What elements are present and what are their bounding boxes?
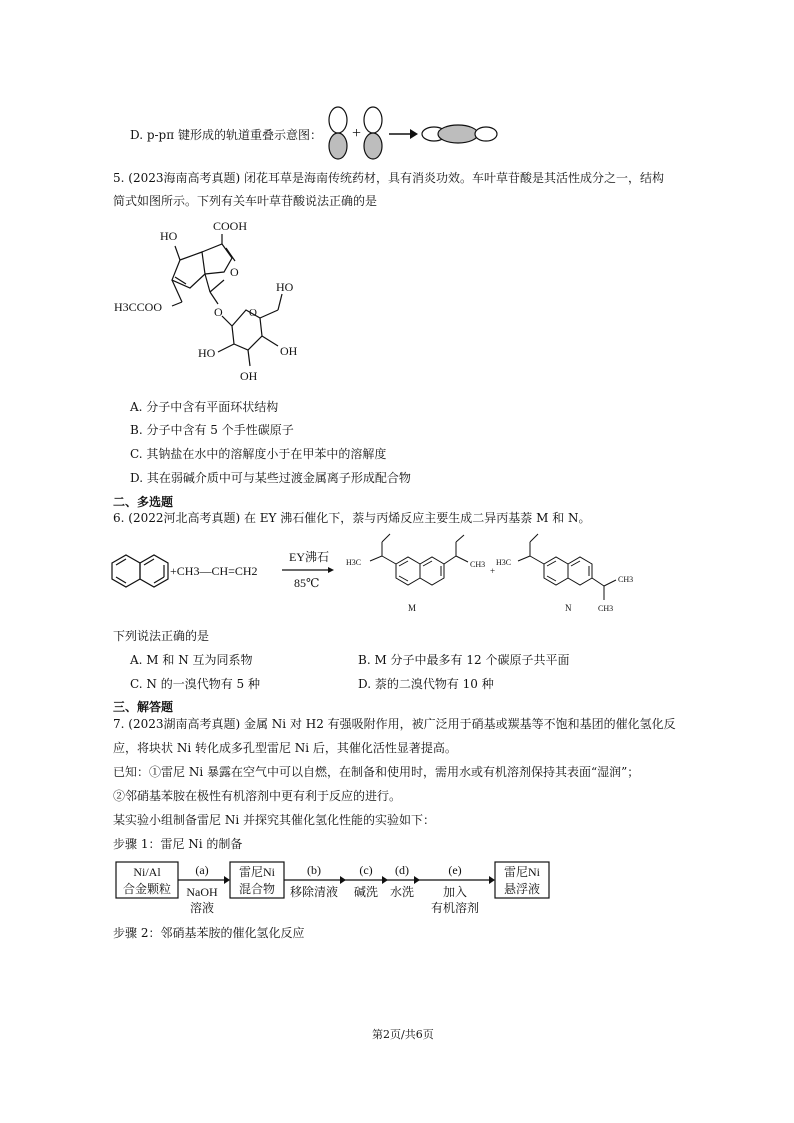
step-d-label: (d) [395, 863, 409, 877]
q5-option-c: C. 其钠盐在水中的溶解度小于在甲苯中的溶解度 [130, 447, 387, 461]
propene-label: +CH3—CH=CH2 [170, 564, 258, 578]
ring-oxygen-label: O [230, 265, 239, 279]
q5-option-d: D. 其在弱碱介质中可与某些过渡金属离子形成配合物 [130, 471, 411, 485]
p-orbital-overlap-diagram [318, 106, 498, 162]
step-b-operation: 移除清液 [289, 885, 339, 899]
box3-line1: 雷尼Ni [503, 865, 541, 879]
step-c-label: (c) [359, 863, 373, 877]
q7-stem-line1: 7. (2023湖南高考真题) 金属 Ni 对 H2 有强吸附作用，被广泛用于硝基或羰基等不饱和基团的催化氢化反 [113, 717, 676, 731]
oh-bottom-label: OH [240, 369, 258, 383]
step-a-reagent-1: NaOH [186, 885, 218, 899]
q6-option-b: B. M 分子中最多有 12 个碳原子共平面 [358, 653, 570, 667]
plus-sign-products: + [490, 566, 496, 576]
q5-stem-line1: 5. (2023海南高考真题) 闭花耳草是海南传统药材，具有消炎功效。车叶草苷酸是其活性成分之一，结构 [113, 171, 664, 185]
q5-option-b: B. 分子中含有 5 个手性碳原子 [130, 423, 294, 437]
q4-option-d: D. p-pπ 键形成的轨道重叠示意图： [130, 128, 322, 142]
q6-option-a: A. M 和 N 互为同系物 [130, 653, 253, 667]
q7-known-2: ②邻硝基苯胺在极性有机溶剂中更有利于反应的进行。 [113, 789, 402, 803]
ho-top-label: HO [160, 229, 178, 243]
step-a-reagent-2: 溶液 [189, 901, 215, 915]
product-n-structure [518, 534, 616, 600]
q6-option-d: D. 萘的二溴代物有 10 种 [358, 677, 494, 691]
temperature-label: 85℃ [294, 576, 320, 590]
raney-ni-preparation-flowchart [112, 856, 562, 918]
oh-right-label: OH [280, 344, 298, 358]
step-d-operation: 水洗 [389, 885, 415, 899]
q6-reaction-scheme [108, 528, 638, 618]
box2-line1: 雷尼Ni [238, 865, 276, 879]
q5-option-a: A. 分子中含有平面环状结构 [130, 400, 279, 414]
product-m-label: M [408, 603, 417, 613]
q5-stem-line2: 简式如图所示。下列有关车叶草苷酸说法正确的是 [113, 194, 378, 208]
plus-sign: + [352, 125, 362, 142]
sugar-oxygen-label: O [249, 307, 257, 319]
catalyst-label: EY沸石 [289, 550, 329, 564]
step-e-operation-2: 有机溶剂 [430, 901, 480, 915]
q7-stem-line2: 应，将块状 Ni 转化成多孔型雷尼 Ni 后，其催化活性显著提高。 [113, 741, 457, 755]
ch2oh-label: HO [276, 280, 294, 294]
q6-option-c: C. N 的一溴代物有 5 种 [130, 677, 260, 691]
cooh-label: COOH [213, 219, 248, 233]
product-n-label: N [565, 603, 572, 613]
box3-line2: 悬浮液 [503, 882, 541, 896]
q7-step2: 步骤 2：邻硝基苯胺的催化氢化反应 [113, 926, 305, 940]
box1-line2: 合金颗粒 [122, 882, 172, 896]
q5-structure-diagram [110, 214, 330, 384]
section-title-free-response: 三、解答题 [113, 700, 174, 714]
step-c-operation: 碱洗 [353, 885, 379, 899]
acetyl-label: H3CCOO [114, 300, 163, 314]
q7-intro: 某实验小组制备雷尼 Ni 并探究其催化氢化性能的实验如下： [113, 813, 435, 827]
step-e-operation-1: 加入 [442, 885, 468, 899]
glycosidic-oxygen-label: O [214, 305, 223, 319]
n-ch3-label-1: CH3 [618, 575, 634, 584]
step-b-label: (b) [307, 863, 321, 877]
section-title-multiple-choice: 二、多选题 [113, 495, 174, 509]
product-m-structure [370, 534, 468, 585]
q7-step1: 步骤 1：雷尼 Ni 的制备 [113, 837, 243, 851]
n-ch3-label-2: CH3 [598, 604, 614, 613]
naphthalene-structure [112, 555, 168, 587]
m-h3c-label: H3C [346, 558, 362, 567]
step-e-label: (e) [448, 863, 462, 877]
q6-stem: 6. (2022河北高考真题) 在 EY 沸石催化下，萘与丙烯反应主要生成二异丙基萘 M 和 N。 [113, 511, 591, 525]
step-a-label: (a) [195, 863, 209, 877]
ho-left-label: HO [198, 346, 216, 360]
n-h3c-label: H3C [496, 558, 512, 567]
q7-known-1: 已知：①雷尼 Ni 暴露在空气中可以自燃，在制备和使用时，需用水或有机溶剂保持其表面“湿润”； [113, 765, 640, 779]
page-footer: 第2页/共6页 [372, 1028, 434, 1041]
box1-line1: Ni/Al [133, 865, 161, 879]
m-ch3-label: CH3 [470, 560, 486, 569]
q6-lead: 下列说法正确的是 [113, 629, 210, 643]
box2-line2: 混合物 [238, 882, 276, 896]
